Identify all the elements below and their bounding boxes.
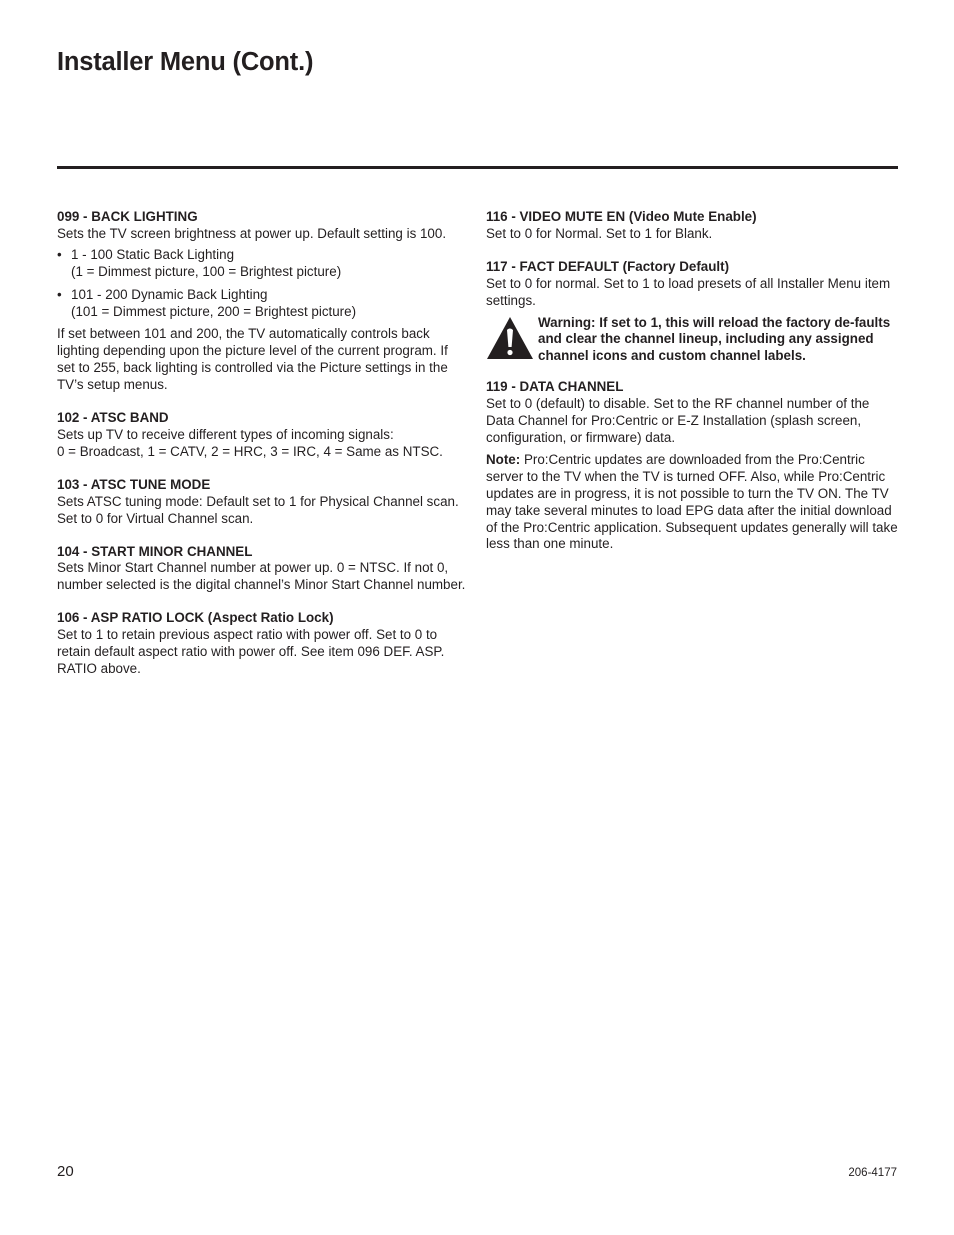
warning-text: Warning: If set to 1, this will reload the factory de-faults and clear the channel lineup, including any assigned channel icons and custom channel labels. [538, 314, 891, 364]
section-body: Set to 0 for normal. Set to 1 to load presets of all Installer Menu item settings. [486, 275, 891, 308]
section-heading: 104 - START MINOR CHANNEL [57, 543, 253, 559]
section-body: Set to 1 to retain previous aspect ratio with power off. Set to 0 to retain default aspect ratio with power off. See item 096 DEF. ASP. RATIO above. [57, 627, 445, 676]
bullet-list [57, 247, 469, 321]
section-099-back-lighting [57, 209, 469, 394]
section-heading: 119 - DATA CHANNEL [486, 379, 624, 395]
note-paragraph [486, 452, 898, 553]
section-116-video-mute-en [486, 209, 898, 243]
page-number: 20 [57, 1163, 74, 1180]
section-heading: 116 - VIDEO MUTE EN (Video Mute Enable) [486, 209, 757, 224]
section-119-data-channel [486, 379, 898, 553]
section-heading: 106 - ASP RATIO LOCK (Aspect Ratio Lock) [57, 610, 334, 626]
list-item-label: 1 - 100 Static Back Lighting [71, 246, 235, 262]
section-body: Sets Minor Start Channel number at power up. 0 = NTSC. If not 0, number selected is the digital channel’s Minor Start Channel number. [57, 560, 466, 593]
list-item [57, 247, 469, 281]
bullet-icon: • [57, 286, 62, 302]
header-rule [57, 166, 898, 169]
list-item-detail: (101 = Dimmest picture, 200 = Brightest picture) [71, 303, 357, 319]
right-column [486, 209, 898, 569]
list-item [57, 287, 469, 321]
section-body: Sets up TV to receive different types of incoming signals: [57, 426, 394, 442]
section-103-atsc-tune-mode [57, 477, 469, 528]
warning-callout [486, 315, 898, 366]
section-117-fact-default [486, 259, 898, 365]
section-body: Sets the TV screen brightness at power up. Default setting is 100. [57, 225, 447, 241]
section-heading: 102 - ATSC BAND [57, 410, 169, 426]
section-106-asp-ratio-lock [57, 610, 469, 678]
section-body: 0 = Broadcast, 1 = CATV, 2 = HRC, 3 = IRC, 4 = Same as NTSC. [57, 443, 443, 459]
note-label: Note: [486, 451, 521, 467]
page-title: Installer Menu (Cont.) [57, 48, 314, 76]
list-item-label: 101 - 200 Dynamic Back Lighting [71, 286, 268, 302]
note-text: Pro:Centric updates are downloaded from the Pro:Centric server to the TV when the TV is turned OFF. Also, while Pro:Centric updates are in progress, it is not possible to turn the TV ON. The TV may take several minutes to load EPG data after the initial download of the Pro:Centric application. Subsequent updates generally will take less than one minute. [486, 451, 898, 552]
warning-triangle-icon [486, 316, 538, 366]
section-104-start-minor-channel [57, 544, 469, 595]
list-item-detail: (1 = Dimmest picture, 100 = Brightest picture) [71, 263, 342, 279]
section-heading: 103 - ATSC TUNE MODE [57, 476, 211, 492]
section-body: Set to 0 (default) to disable. Set to the RF channel number of the Data Channel for Pro:Centric or E-Z Installation (splash screen, configuration, or firmware) data. [486, 396, 870, 445]
section-body: If set between 101 and 200, the TV automatically controls back lighting depending upon the picture level of the current program. If set to 255, back lighting is controlled via the Picture settings in the TV’s setup menus. [57, 326, 448, 393]
left-column [57, 209, 469, 694]
section-102-atsc-band [57, 410, 469, 461]
section-body: Set to 0 for Normal. Set to 1 for Blank. [486, 225, 713, 241]
bullet-icon: • [57, 246, 62, 262]
document-number: 206-4177 [848, 1167, 897, 1179]
section-heading: 117 - FACT DEFAULT (Factory Default) [486, 258, 730, 274]
section-body: Sets ATSC tuning mode: Default set to 1 for Physical Channel scan. Set to 0 for Virtual Channel scan. [57, 493, 459, 526]
section-heading: 099 - BACK LIGHTING [57, 209, 198, 224]
